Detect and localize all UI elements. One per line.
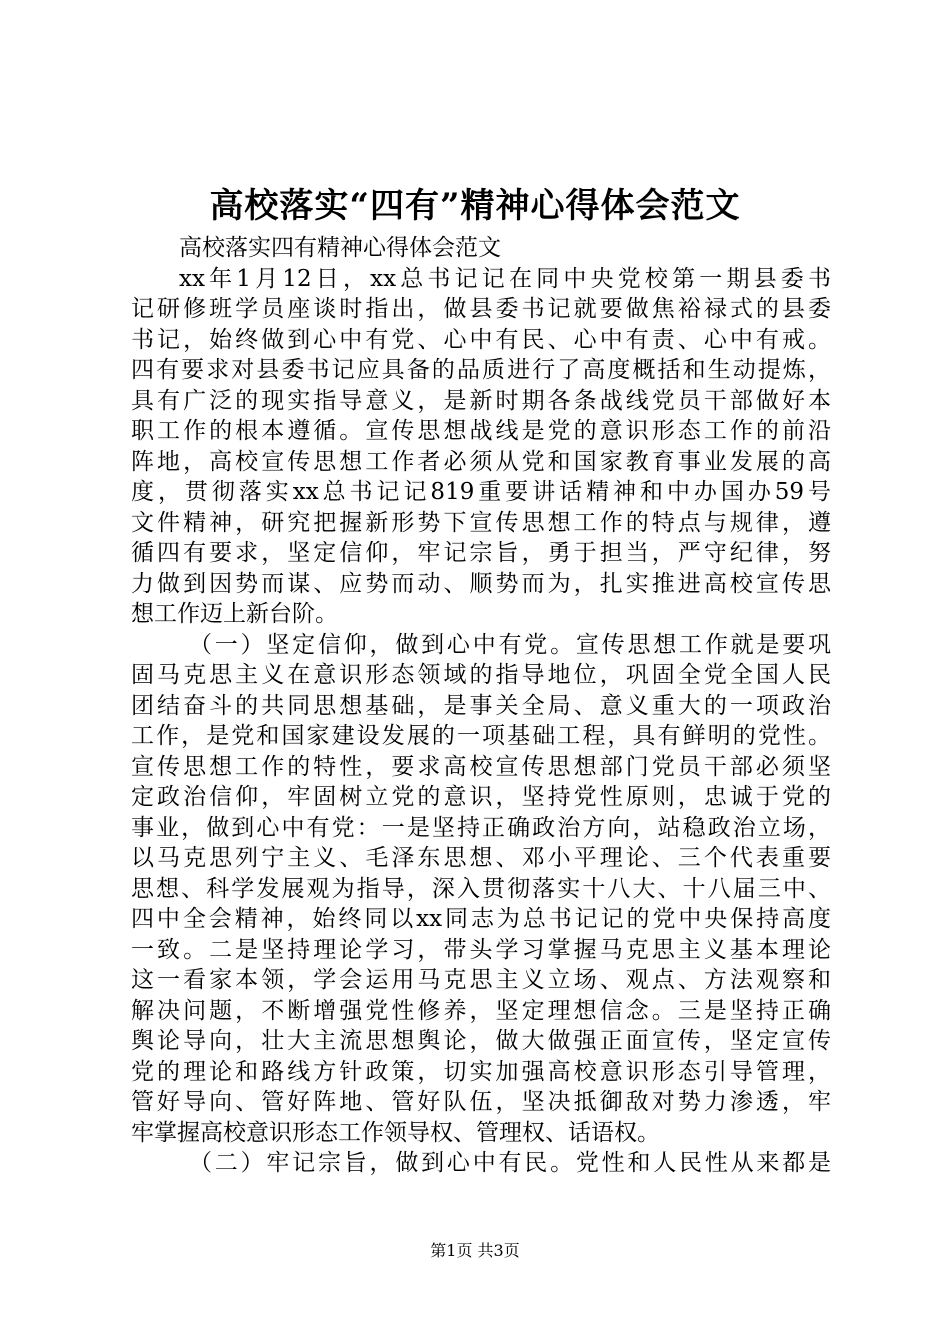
- text-line: 文件精神，研究把握新形势下宣传思想工作的特点与规律，遵: [131, 509, 831, 536]
- text-line: 事业，做到心中有党：一是坚持正确政治方向，站稳政治立场，: [131, 814, 831, 841]
- text-line: xx年1月12日，xx总书记记在同中央党校第一期县委书: [179, 265, 831, 292]
- text-line: 一致。二是坚持理论学习，带头学习掌握马克思主义基本理论: [131, 936, 831, 963]
- page-footer: 第1页 共3页: [430, 1241, 520, 1260]
- document-body: [131, 233, 831, 1179]
- text-line: 工作，是党和国家建设发展的一项基础工程，具有鲜明的党性。: [131, 723, 831, 749]
- text-line: 定政治信仰，牢固树立党的意识，坚持党性原则，忠诚于党的: [131, 784, 831, 810]
- text-line: 想工作迈上新台阶。: [131, 601, 338, 627]
- text-line: 四有要求对县委书记应具备的品质进行了高度概括和生动提炼，: [131, 357, 831, 383]
- text-line: 这一看家本领，学会运用马克思主义立场、观点、方法观察和: [131, 967, 831, 993]
- document-title: 高校落实“四有”精神心得体会范文: [209, 186, 741, 226]
- text-line: 循四有要求，坚定信仰，牢记宗旨，勇于担当，严守纪律，努: [131, 540, 831, 566]
- text-line: 记研修班学员座谈时指出，做县委书记就要做焦裕禄式的县委: [131, 296, 831, 322]
- text-line: 党的理论和路线方针政策，切实加强高校意识形态引导管理，: [131, 1058, 831, 1085]
- text-line: 宣传思想工作的特性，要求高校宣传思想部门党员干部必须坚: [131, 753, 831, 780]
- text-line: 固马克思主义在意识形态领域的指导地位，巩固全党全国人民: [131, 662, 831, 688]
- text-line: 舆论导向，壮大主流思想舆论，做大做强正面宣传，坚定宣传: [131, 1028, 831, 1054]
- text-line: 书记，始终做到心中有党、心中有民、心中有责、心中有戒。: [131, 326, 831, 353]
- text-line: 管好导向、管好阵地、管好队伍，坚决抵御敌对势力渗透，牢: [131, 1089, 831, 1115]
- text-line: 四中全会精神，始终同以xx同志为总书记记的党中央保持高度: [131, 906, 831, 932]
- section-heading-line: （一）坚定信仰，做到心中有党。宣传思想工作就是要巩: [189, 631, 831, 658]
- text-line: 力做到因势而谋、应势而动、顺势而为，扎实推进高校宣传思: [131, 570, 831, 597]
- text-line: 团结奋斗的共同思想基础，是事关全局、意义重大的一项政治: [131, 692, 831, 719]
- section-heading-line: （二）牢记宗旨，做到心中有民。党性和人民性从来都是: [189, 1150, 831, 1176]
- text-line: 阵地，高校宣传思想工作者必须从党和国家教育事业发展的高: [131, 448, 831, 475]
- text-line: 牢掌握高校意识形态工作领导权、管理权、话语权。: [131, 1119, 660, 1146]
- text-line: 解决问题，不断增强党性修养，坚定理想信念。三是坚持正确: [131, 997, 831, 1024]
- text-line: 职工作的根本遵循。宣传思想战线是党的意识形态工作的前沿: [131, 418, 831, 444]
- text-line: 具有广泛的现实指导意义，是新时期各条战线党员干部做好本: [131, 387, 831, 414]
- subtitle-line: 高校落实四有精神心得体会范文: [179, 235, 501, 261]
- text-line: 以马克思列宁主义、毛泽东思想、邓小平理论、三个代表重要: [131, 845, 831, 871]
- text-line: 度，贯彻落实xx总书记记819重要讲话精神和中办国办59号: [131, 479, 831, 505]
- text-line: 思想、科学发展观为指导，深入贯彻落实十八大、十八届三中、: [131, 875, 831, 902]
